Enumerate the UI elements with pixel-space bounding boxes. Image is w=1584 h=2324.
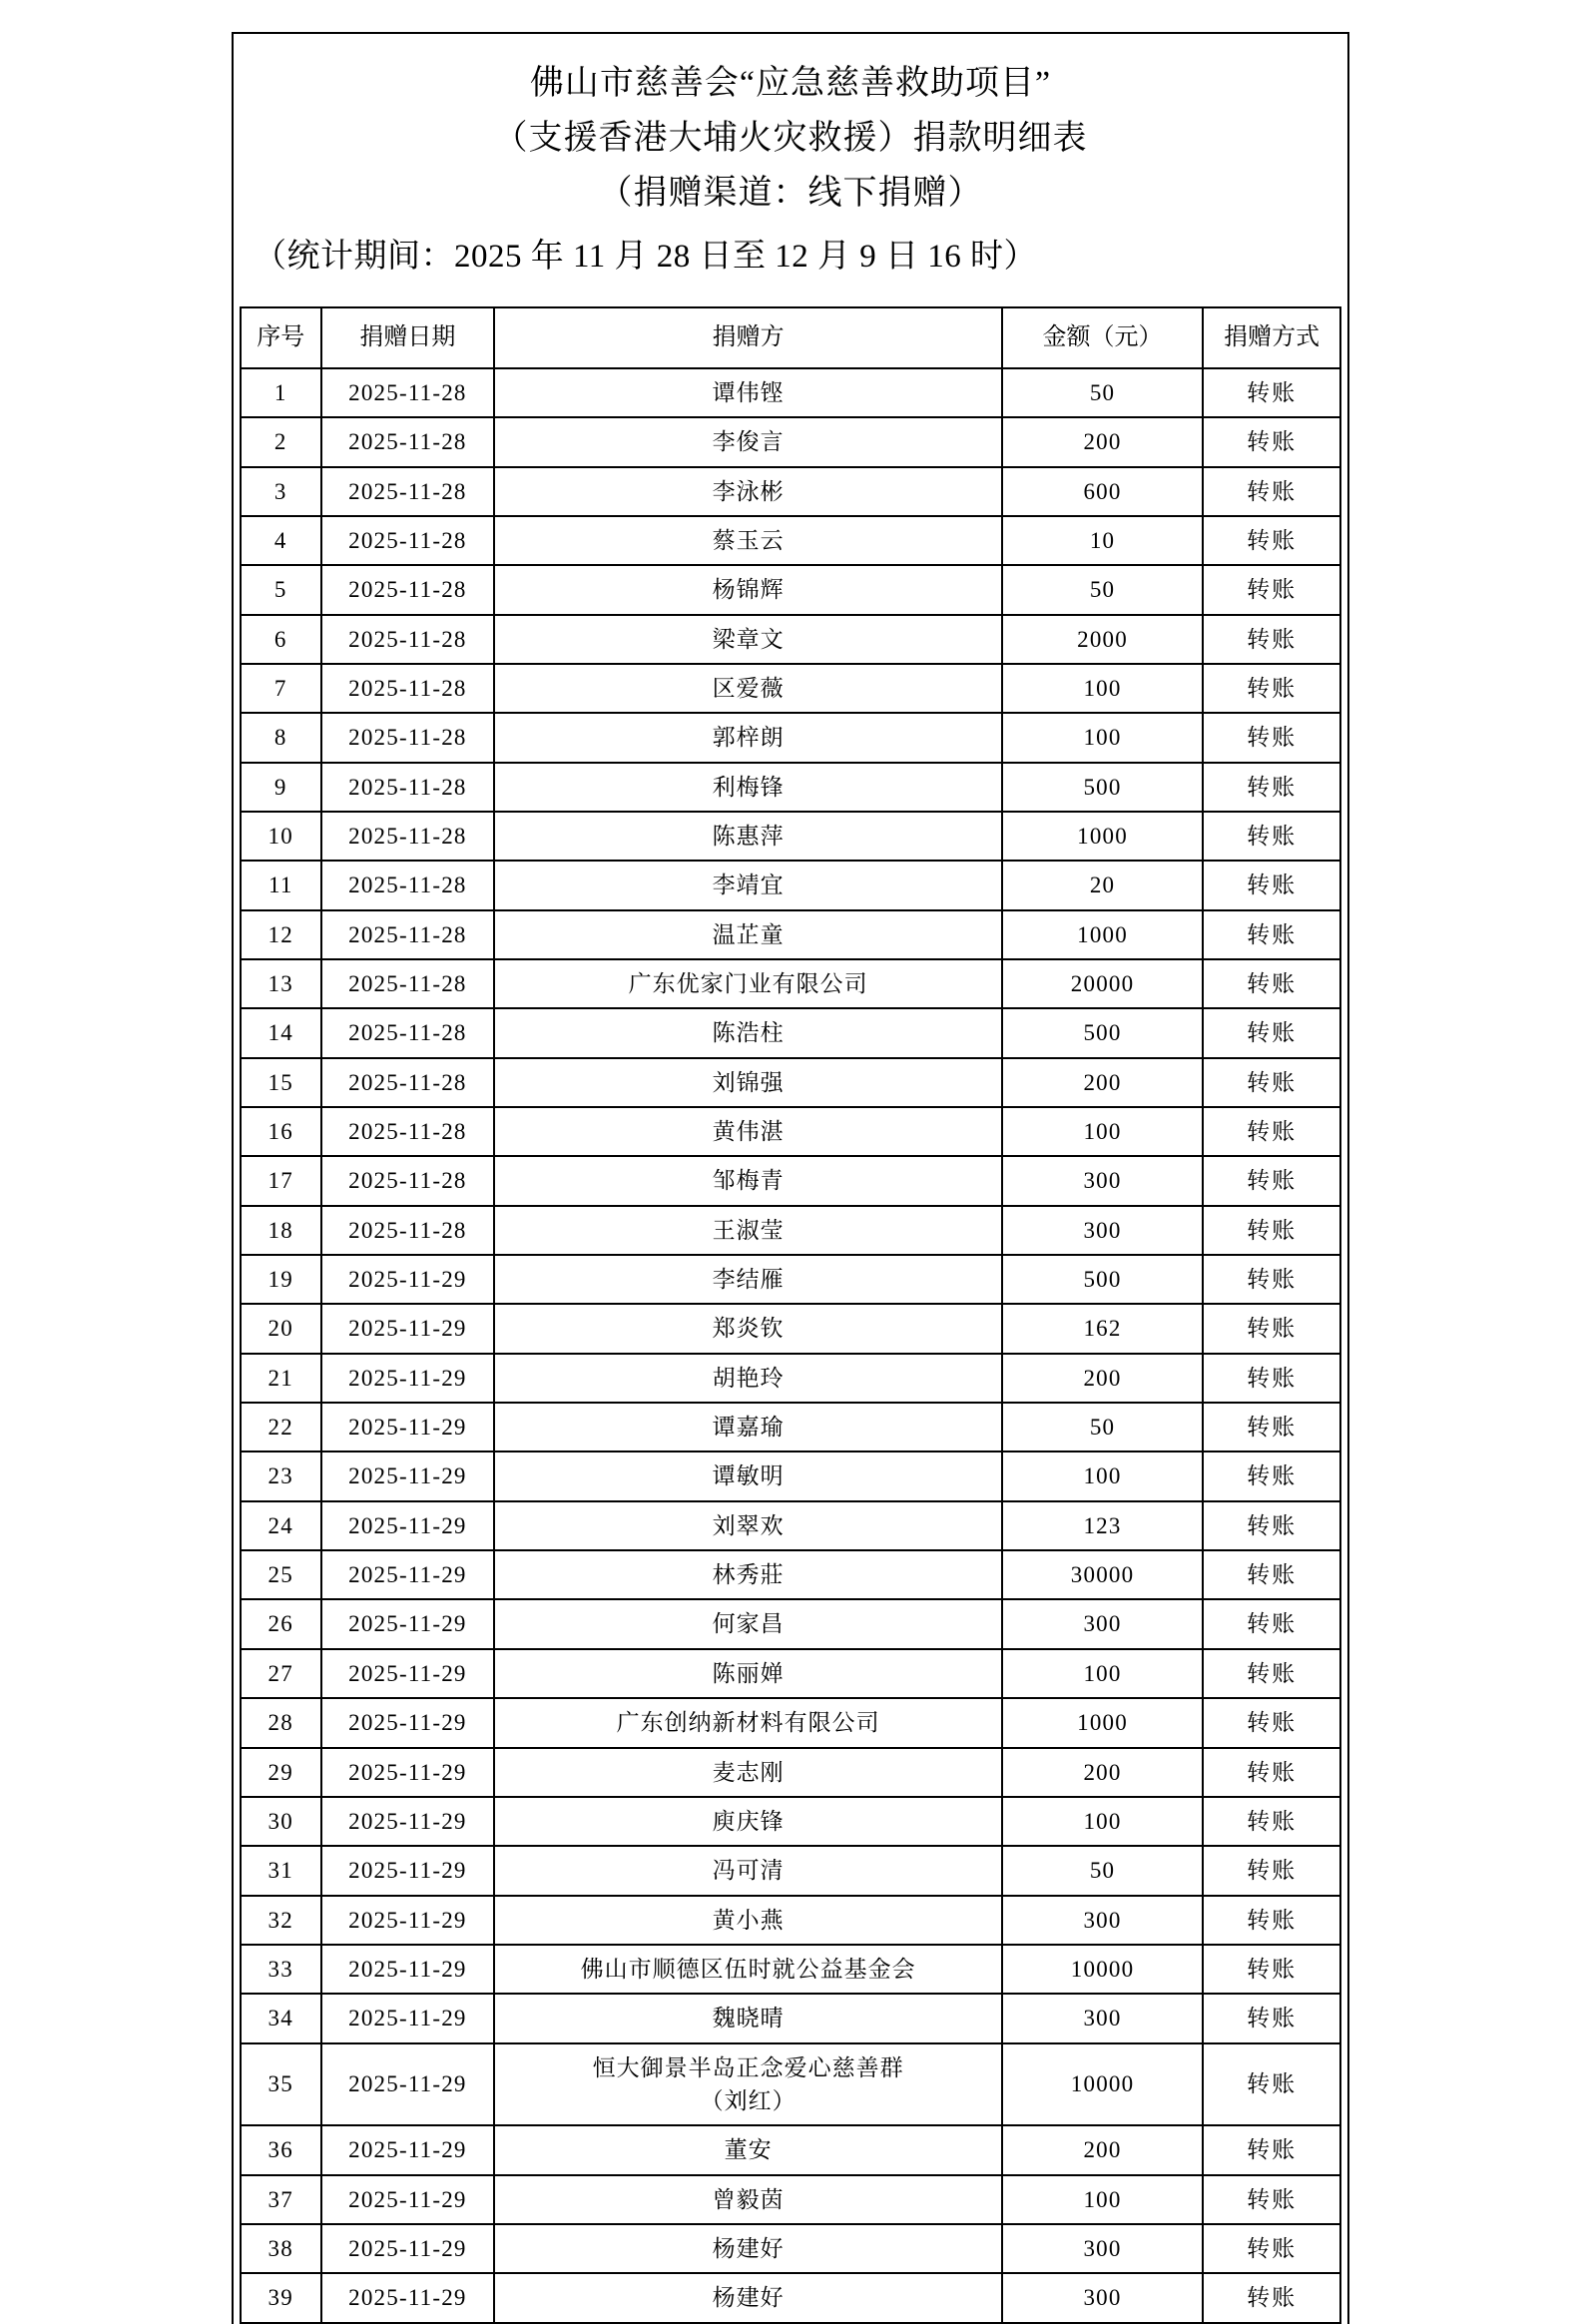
cell-seq: 28	[241, 1698, 321, 1747]
table-row	[241, 1107, 1340, 1156]
cell-seq: 38	[241, 2224, 321, 2273]
cell-seq: 35	[241, 2043, 321, 2126]
cell-seq: 2	[241, 417, 321, 466]
cell-donor: 冯可清	[494, 1846, 1002, 1895]
cell-seq: 30	[241, 1797, 321, 1846]
cell-donation-date: 2025-11-28	[321, 417, 495, 466]
cell-amount: 200	[1002, 1058, 1203, 1107]
cell-donation-date: 2025-11-29	[321, 2125, 495, 2174]
cell-seq: 22	[241, 1403, 321, 1452]
cell-seq: 8	[241, 713, 321, 762]
cell-seq: 4	[241, 516, 321, 565]
cell-donor: 胡艳玲	[494, 1354, 1002, 1403]
cell-amount: 1000	[1002, 1698, 1203, 1747]
cell-seq: 33	[241, 1945, 321, 1994]
cell-seq: 36	[241, 2125, 321, 2174]
cell-seq: 29	[241, 1748, 321, 1797]
table-row	[241, 713, 1340, 762]
cell-donor: 林秀莊	[494, 1550, 1002, 1599]
cell-donation-date: 2025-11-28	[321, 368, 495, 417]
cell-donor: 刘翠欢	[494, 1501, 1002, 1550]
cell-seq: 17	[241, 1156, 321, 1205]
cell-donation-method: 转账	[1203, 1403, 1340, 1452]
cell-seq: 12	[241, 910, 321, 959]
cell-seq: 9	[241, 763, 321, 812]
cell-donation-method: 转账	[1203, 1797, 1340, 1846]
cell-donor: 王淑莹	[494, 1206, 1002, 1255]
cell-donor: 杨锦辉	[494, 565, 1002, 614]
cell-donor: 魏晓晴	[494, 1994, 1002, 2042]
cell-amount: 50	[1002, 1403, 1203, 1452]
cell-donation-date: 2025-11-28	[321, 1008, 495, 1057]
cell-donor: 李泳彬	[494, 467, 1002, 516]
table-row	[241, 1846, 1340, 1895]
cell-donor: 李靖宜	[494, 861, 1002, 909]
cell-seq: 10	[241, 812, 321, 861]
cell-donation-method: 转账	[1203, 2043, 1340, 2126]
cell-seq: 25	[241, 1550, 321, 1599]
cell-donation-date: 2025-11-29	[321, 1255, 495, 1304]
cell-seq: 6	[241, 615, 321, 664]
table-row	[241, 1058, 1340, 1107]
table-row	[241, 2224, 1340, 2273]
column-header-amount: 金额（元）	[1002, 307, 1203, 368]
cell-donation-date: 2025-11-28	[321, 467, 495, 516]
cell-donation-date: 2025-11-29	[321, 2043, 495, 2126]
cell-amount: 20000	[1002, 959, 1203, 1008]
table-row	[241, 1599, 1340, 1648]
table-row	[241, 368, 1340, 417]
cell-donation-method: 转账	[1203, 1698, 1340, 1747]
cell-amount: 100	[1002, 664, 1203, 713]
cell-seq: 39	[241, 2273, 321, 2322]
cell-donation-date: 2025-11-28	[321, 861, 495, 909]
table-row	[241, 2175, 1340, 2224]
cell-amount: 300	[1002, 1896, 1203, 1945]
cell-amount: 100	[1002, 1452, 1203, 1500]
cell-seq: 5	[241, 565, 321, 614]
cell-donation-method: 转账	[1203, 1452, 1340, 1500]
cell-amount: 300	[1002, 1994, 1203, 2042]
cell-amount: 300	[1002, 1599, 1203, 1648]
table-row	[241, 1896, 1340, 1945]
cell-donor: 庾庆锋	[494, 1797, 1002, 1846]
column-header-seq: 序号	[241, 307, 321, 368]
cell-donation-date: 2025-11-28	[321, 1058, 495, 1107]
cell-amount: 50	[1002, 1846, 1203, 1895]
cell-donation-method: 转账	[1203, 1107, 1340, 1156]
cell-donation-method: 转账	[1203, 713, 1340, 762]
cell-amount: 20	[1002, 861, 1203, 909]
cell-donor: 广东优家门业有限公司	[494, 959, 1002, 1008]
cell-donation-date: 2025-11-29	[321, 1994, 495, 2042]
cell-amount: 100	[1002, 1797, 1203, 1846]
cell-donation-date: 2025-11-29	[321, 1945, 495, 1994]
cell-donation-date: 2025-11-29	[321, 1452, 495, 1500]
cell-donor: 区爱薇	[494, 664, 1002, 713]
cell-donation-method: 转账	[1203, 812, 1340, 861]
table-row	[241, 1797, 1340, 1846]
cell-seq: 7	[241, 664, 321, 713]
cell-donation-method: 转账	[1203, 2273, 1340, 2322]
cell-seq: 3	[241, 467, 321, 516]
cell-seq: 18	[241, 1206, 321, 1255]
cell-seq: 11	[241, 861, 321, 909]
cell-seq: 16	[241, 1107, 321, 1156]
cell-donor: 梁章文	[494, 615, 1002, 664]
cell-donation-method: 转账	[1203, 565, 1340, 614]
cell-donation-date: 2025-11-29	[321, 1748, 495, 1797]
cell-seq: 1	[241, 368, 321, 417]
cell-amount: 50	[1002, 565, 1203, 614]
cell-amount: 300	[1002, 1206, 1203, 1255]
table-row	[241, 1649, 1340, 1698]
cell-amount: 300	[1002, 2224, 1203, 2273]
cell-donor: 郑炎钦	[494, 1304, 1002, 1353]
cell-donation-date: 2025-11-29	[321, 1846, 495, 1895]
cell-donor: 黄伟湛	[494, 1107, 1002, 1156]
cell-donation-date: 2025-11-29	[321, 2273, 495, 2322]
cell-donation-method: 转账	[1203, 2175, 1340, 2224]
cell-donation-date: 2025-11-28	[321, 664, 495, 713]
cell-donation-date: 2025-11-28	[321, 910, 495, 959]
column-header-date: 捐赠日期	[321, 307, 495, 368]
cell-donor: 陈浩柱	[494, 1008, 1002, 1057]
cell-seq: 31	[241, 1846, 321, 1895]
cell-donor: 杨建好	[494, 2224, 1002, 2273]
cell-amount: 2000	[1002, 615, 1203, 664]
cell-donation-method: 转账	[1203, 417, 1340, 466]
cell-donation-method: 转账	[1203, 1748, 1340, 1797]
table-row	[241, 1945, 1340, 1994]
table-row	[241, 1748, 1340, 1797]
cell-donation-date: 2025-11-29	[321, 1304, 495, 1353]
table-row	[241, 910, 1340, 959]
cell-amount: 200	[1002, 2125, 1203, 2174]
cell-donation-method: 转账	[1203, 861, 1340, 909]
table-body	[241, 368, 1340, 2323]
cell-donor: 李俊言	[494, 417, 1002, 466]
cell-seq: 37	[241, 2175, 321, 2224]
cell-seq: 26	[241, 1599, 321, 1648]
cell-donation-date: 2025-11-29	[321, 2224, 495, 2273]
document-title-line-1: 佛山市慈善会“应急慈善救助项目”	[529, 65, 1052, 102]
table-row	[241, 1156, 1340, 1205]
cell-donor: 利梅锋	[494, 763, 1002, 812]
cell-donor: 曾毅茵	[494, 2175, 1002, 2224]
table-row	[241, 2125, 1340, 2174]
cell-seq: 32	[241, 1896, 321, 1945]
cell-donor: 黄小燕	[494, 1896, 1002, 1945]
table-row	[241, 1501, 1340, 1550]
cell-donation-method: 转账	[1203, 1994, 1340, 2042]
cell-donation-method: 转账	[1203, 467, 1340, 516]
cell-donation-date: 2025-11-29	[321, 1599, 495, 1648]
cell-donor: 麦志刚	[494, 1748, 1002, 1797]
cell-seq: 14	[241, 1008, 321, 1057]
cell-donation-date: 2025-11-28	[321, 1107, 495, 1156]
cell-donation-method: 转账	[1203, 1255, 1340, 1304]
cell-donor: 李结雁	[494, 1255, 1002, 1304]
cell-donation-method: 转账	[1203, 2125, 1340, 2174]
table-row	[241, 1994, 1340, 2042]
table-row	[241, 516, 1340, 565]
cell-amount: 500	[1002, 763, 1203, 812]
cell-donation-method: 转账	[1203, 1599, 1340, 1648]
cell-donation-method: 转账	[1203, 516, 1340, 565]
cell-donation-date: 2025-11-28	[321, 516, 495, 565]
cell-amount: 100	[1002, 713, 1203, 762]
table-row	[241, 812, 1340, 861]
cell-seq: 15	[241, 1058, 321, 1107]
cell-donation-method: 转账	[1203, 1206, 1340, 1255]
cell-donor: 广东创纳新材料有限公司	[494, 1698, 1002, 1747]
cell-donor: 杨建好	[494, 2273, 1002, 2322]
cell-donor-line-2: （刘红）	[700, 2087, 796, 2113]
cell-donation-method: 转账	[1203, 1550, 1340, 1599]
cell-donation-date: 2025-11-28	[321, 959, 495, 1008]
table-row	[241, 1304, 1340, 1353]
cell-donor: 谭敏明	[494, 1452, 1002, 1500]
cell-donor: 刘锦强	[494, 1058, 1002, 1107]
column-header-donor: 捐赠方	[494, 307, 1002, 368]
cell-donation-method: 转账	[1203, 1501, 1340, 1550]
cell-amount: 100	[1002, 1649, 1203, 1698]
document-title-line-3: （捐赠渠道：线下捐赠）	[598, 175, 983, 213]
cell-amount: 200	[1002, 1748, 1203, 1797]
cell-amount: 1000	[1002, 812, 1203, 861]
table-row	[241, 959, 1340, 1008]
table-row	[241, 467, 1340, 516]
cell-donor-line-1: 恒大御景半岛正念爱心慈善群	[592, 2054, 904, 2080]
table-row	[241, 1550, 1340, 1599]
cell-seq: 27	[241, 1649, 321, 1698]
cell-amount: 300	[1002, 1156, 1203, 1205]
cell-donation-date: 2025-11-29	[321, 1649, 495, 1698]
cell-donation-method: 转账	[1203, 763, 1340, 812]
table-row	[241, 1354, 1340, 1403]
cell-amount: 10000	[1002, 2043, 1203, 2126]
cell-donor	[494, 2043, 1002, 2126]
cell-amount: 123	[1002, 1501, 1203, 1550]
cell-donor: 蔡玉云	[494, 516, 1002, 565]
cell-amount: 30000	[1002, 1550, 1203, 1599]
cell-donation-date: 2025-11-28	[321, 812, 495, 861]
cell-amount: 10000	[1002, 1945, 1203, 1994]
cell-donation-method: 转账	[1203, 959, 1340, 1008]
cell-amount: 100	[1002, 1107, 1203, 1156]
cell-donation-date: 2025-11-29	[321, 1550, 495, 1599]
cell-amount: 200	[1002, 417, 1203, 466]
table-row	[241, 1452, 1340, 1500]
cell-donation-method: 转账	[1203, 1304, 1340, 1353]
cell-donation-date: 2025-11-29	[321, 1501, 495, 1550]
donation-detail-table	[240, 306, 1341, 2324]
cell-amount: 200	[1002, 1354, 1203, 1403]
document-title-line-2: （支援香港大埔火灾救援）捐款明细表	[493, 120, 1088, 158]
cell-amount: 162	[1002, 1304, 1203, 1353]
table-row	[241, 565, 1340, 614]
cell-seq: 13	[241, 959, 321, 1008]
cell-donor: 陈丽婵	[494, 1649, 1002, 1698]
cell-donation-method: 转账	[1203, 910, 1340, 959]
cell-donor: 佛山市顺德区伍时就公益基金会	[494, 1945, 1002, 1994]
cell-donation-date: 2025-11-28	[321, 763, 495, 812]
cell-donation-method: 转账	[1203, 615, 1340, 664]
cell-donation-method: 转账	[1203, 1354, 1340, 1403]
cell-donor: 谭嘉瑜	[494, 1403, 1002, 1452]
cell-seq: 34	[241, 1994, 321, 2042]
table-row	[241, 1206, 1340, 1255]
table-row	[241, 2273, 1340, 2322]
document-frame	[232, 32, 1349, 2324]
cell-amount: 50	[1002, 368, 1203, 417]
table-header-row	[241, 307, 1340, 368]
cell-donation-date: 2025-11-29	[321, 1797, 495, 1846]
table-header	[241, 307, 1340, 368]
table-row	[241, 1698, 1340, 1747]
cell-seq: 21	[241, 1354, 321, 1403]
cell-donation-method: 转账	[1203, 1649, 1340, 1698]
cell-donor: 陈惠萍	[494, 812, 1002, 861]
cell-amount: 500	[1002, 1255, 1203, 1304]
table-row	[241, 2043, 1340, 2126]
cell-donation-method: 转账	[1203, 1896, 1340, 1945]
cell-donation-method: 转账	[1203, 1156, 1340, 1205]
cell-amount: 1000	[1002, 910, 1203, 959]
cell-donor: 温芷童	[494, 910, 1002, 959]
cell-donation-date: 2025-11-29	[321, 1698, 495, 1747]
table-row	[241, 1255, 1340, 1304]
cell-donation-date: 2025-11-28	[321, 1156, 495, 1205]
cell-donation-method: 转账	[1203, 1846, 1340, 1895]
cell-donor: 何家昌	[494, 1599, 1002, 1648]
cell-seq: 19	[241, 1255, 321, 1304]
cell-donation-date: 2025-11-29	[321, 1896, 495, 1945]
cell-amount: 100	[1002, 2175, 1203, 2224]
cell-donation-date: 2025-11-28	[321, 615, 495, 664]
cell-donation-method: 转账	[1203, 664, 1340, 713]
cell-donor: 邹梅青	[494, 1156, 1002, 1205]
cell-donor: 郭梓朗	[494, 713, 1002, 762]
cell-donation-method: 转账	[1203, 1058, 1340, 1107]
table-row	[241, 1008, 1340, 1057]
cell-amount: 500	[1002, 1008, 1203, 1057]
cell-donation-date: 2025-11-28	[321, 713, 495, 762]
cell-donation-date: 2025-11-28	[321, 1206, 495, 1255]
statistics-period-line: （统计期间：2025 年 11 月 28 日至 12 月 9 日 16 时）	[254, 239, 1038, 276]
cell-seq: 23	[241, 1452, 321, 1500]
cell-donation-date: 2025-11-28	[321, 565, 495, 614]
table-row	[241, 417, 1340, 466]
cell-donation-date: 2025-11-29	[321, 2175, 495, 2224]
cell-seq: 24	[241, 1501, 321, 1550]
table-row	[241, 763, 1340, 812]
cell-amount: 10	[1002, 516, 1203, 565]
column-header-method: 捐赠方式	[1203, 307, 1340, 368]
table-row	[241, 664, 1340, 713]
table-row	[241, 1403, 1340, 1452]
cell-donor: 董安	[494, 2125, 1002, 2174]
title-block	[234, 34, 1347, 294]
cell-seq: 20	[241, 1304, 321, 1353]
cell-donor: 谭伟铿	[494, 368, 1002, 417]
cell-donation-date: 2025-11-29	[321, 1354, 495, 1403]
cell-donation-method: 转账	[1203, 1008, 1340, 1057]
table-row	[241, 861, 1340, 909]
cell-donation-method: 转账	[1203, 1945, 1340, 1994]
cell-donation-method: 转账	[1203, 2224, 1340, 2273]
cell-amount: 300	[1002, 2273, 1203, 2322]
cell-amount: 600	[1002, 467, 1203, 516]
cell-donation-date: 2025-11-29	[321, 1403, 495, 1452]
table-row	[241, 615, 1340, 664]
cell-donation-method: 转账	[1203, 368, 1340, 417]
